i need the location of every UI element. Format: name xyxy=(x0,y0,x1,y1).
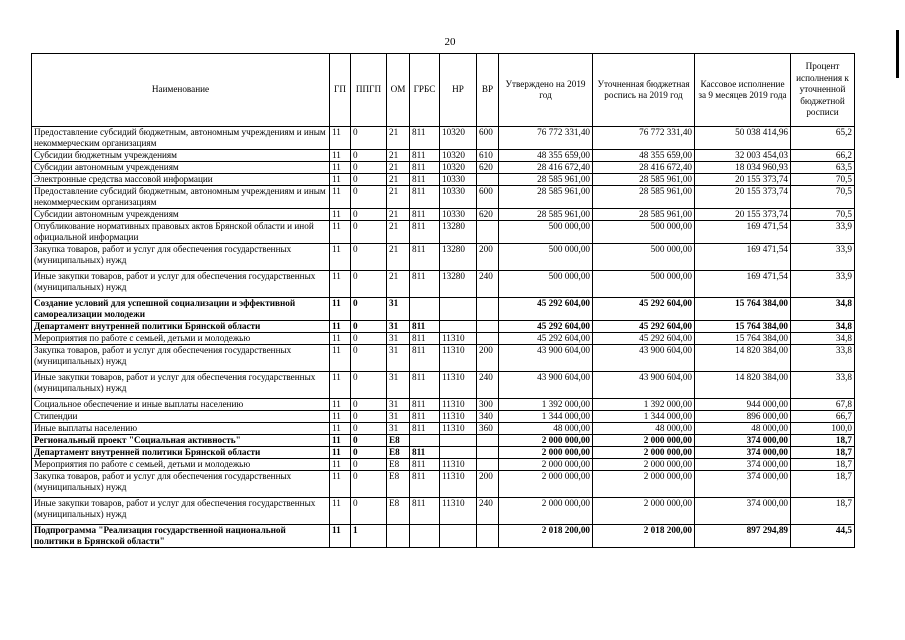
table-row xyxy=(32,471,855,498)
cell-revised: 500 000,00 xyxy=(593,221,695,244)
cell-nr: 11310 xyxy=(440,459,477,471)
cell-om: 21 xyxy=(387,150,410,162)
cell-ppgp: 0 xyxy=(351,411,387,423)
cell-percent: 34,8 xyxy=(791,298,855,321)
cell-gp: 11 xyxy=(330,498,351,525)
cell-gp: 11 xyxy=(330,209,351,221)
cell-name: Иные закупки товаров, работ и услуг для обеспечения государственных (муниципальных) нужд xyxy=(32,372,330,399)
cell-approved: 43 900 604,00 xyxy=(499,372,593,399)
cell-om: 21 xyxy=(387,186,410,209)
cell-ppgp: 0 xyxy=(351,162,387,174)
table-row xyxy=(32,525,855,548)
cell-grbs xyxy=(410,435,440,447)
cell-grbs: 811 xyxy=(410,423,440,435)
cell-approved: 43 900 604,00 xyxy=(499,345,593,372)
cell-name: Региональный проект "Социальная активность" xyxy=(32,435,330,447)
cell-percent: 33,8 xyxy=(791,345,855,372)
cell-ppgp: 0 xyxy=(351,435,387,447)
cell-cash: 18 034 960,93 xyxy=(695,162,791,174)
cell-percent: 18,7 xyxy=(791,435,855,447)
cell-om: 21 xyxy=(387,127,410,150)
cell-percent: 66,7 xyxy=(791,411,855,423)
cell-vr: 620 xyxy=(477,162,499,174)
cell-om: 31 xyxy=(387,333,410,345)
cell-gp: 11 xyxy=(330,127,351,150)
cell-om: E8 xyxy=(387,459,410,471)
cell-grbs: 811 xyxy=(410,174,440,186)
cell-cash: 20 155 373,74 xyxy=(695,186,791,209)
cell-grbs: 811 xyxy=(410,244,440,271)
cell-nr xyxy=(440,321,477,333)
cell-approved: 2 000 000,00 xyxy=(499,459,593,471)
cell-om: E8 xyxy=(387,498,410,525)
cell-om: 31 xyxy=(387,372,410,399)
cell-revised: 1 344 000,00 xyxy=(593,411,695,423)
table-row xyxy=(32,150,855,162)
cell-gp: 11 xyxy=(330,372,351,399)
cell-ppgp: 0 xyxy=(351,423,387,435)
cell-percent: 67,8 xyxy=(791,399,855,411)
cell-cash: 374 000,00 xyxy=(695,471,791,498)
cell-grbs: 811 xyxy=(410,150,440,162)
header-om: ОМ xyxy=(387,54,410,127)
cell-om: E8 xyxy=(387,447,410,459)
cell-gp: 11 xyxy=(330,411,351,423)
header-name: Наименование xyxy=(32,54,330,127)
cell-revised: 28 585 961,00 xyxy=(593,186,695,209)
cell-percent: 65,2 xyxy=(791,127,855,150)
cell-nr: 10320 xyxy=(440,127,477,150)
cell-gp: 11 xyxy=(330,162,351,174)
cell-revised: 28 585 961,00 xyxy=(593,209,695,221)
cell-revised: 2 000 000,00 xyxy=(593,459,695,471)
cell-revised: 48 000,00 xyxy=(593,423,695,435)
cell-grbs: 811 xyxy=(410,209,440,221)
cell-grbs xyxy=(410,525,440,548)
cell-vr: 200 xyxy=(477,345,499,372)
cell-name: Опубликование нормативных правовых актов Брянской области и иной официальной информации xyxy=(32,221,330,244)
cell-vr xyxy=(477,321,499,333)
cell-approved: 45 292 604,00 xyxy=(499,333,593,345)
cell-approved: 28 585 961,00 xyxy=(499,209,593,221)
cell-name: Иные закупки товаров, работ и услуг для обеспечения государственных (муниципальных) нужд xyxy=(32,271,330,298)
cell-percent: 33,9 xyxy=(791,221,855,244)
cell-approved: 48 000,00 xyxy=(499,423,593,435)
cell-ppgp: 0 xyxy=(351,244,387,271)
cell-percent: 70,5 xyxy=(791,174,855,186)
page-edge-mark xyxy=(896,30,899,78)
cell-cash: 15 764 384,00 xyxy=(695,333,791,345)
cell-approved: 28 585 961,00 xyxy=(499,186,593,209)
table-row xyxy=(32,333,855,345)
cell-vr: 620 xyxy=(477,209,499,221)
cell-percent: 18,7 xyxy=(791,471,855,498)
cell-percent: 100,0 xyxy=(791,423,855,435)
cell-gp: 11 xyxy=(330,221,351,244)
cell-nr: 11310 xyxy=(440,411,477,423)
cell-vr: 600 xyxy=(477,186,499,209)
cell-percent: 66,2 xyxy=(791,150,855,162)
cell-name: Мероприятия по работе с семьей, детьми и молодежью xyxy=(32,459,330,471)
cell-vr: 360 xyxy=(477,423,499,435)
cell-name: Субсидии автономным учреждениям xyxy=(32,162,330,174)
table-body xyxy=(32,127,855,548)
cell-ppgp: 0 xyxy=(351,150,387,162)
cell-cash: 374 000,00 xyxy=(695,498,791,525)
cell-vr: 240 xyxy=(477,271,499,298)
cell-om xyxy=(387,525,410,548)
cell-revised: 2 000 000,00 xyxy=(593,435,695,447)
cell-vr: 610 xyxy=(477,150,499,162)
cell-name: Иные закупки товаров, работ и услуг для обеспечения государственных (муниципальных) нужд xyxy=(32,498,330,525)
cell-nr xyxy=(440,435,477,447)
cell-revised: 500 000,00 xyxy=(593,244,695,271)
cell-om: E8 xyxy=(387,471,410,498)
cell-name: Департамент внутренней политики Брянской области xyxy=(32,321,330,333)
header-percent: Процент исполнения к уточненной бюджетной росписи xyxy=(791,54,855,127)
cell-revised: 500 000,00 xyxy=(593,271,695,298)
cell-approved: 500 000,00 xyxy=(499,221,593,244)
cell-nr: 10330 xyxy=(440,209,477,221)
cell-ppgp: 0 xyxy=(351,471,387,498)
table-row xyxy=(32,423,855,435)
cell-vr xyxy=(477,435,499,447)
cell-grbs: 811 xyxy=(410,127,440,150)
table-row xyxy=(32,162,855,174)
cell-revised: 43 900 604,00 xyxy=(593,345,695,372)
table-row xyxy=(32,372,855,399)
table-row xyxy=(32,186,855,209)
cell-percent: 33,9 xyxy=(791,271,855,298)
header-grbs: ГРБС xyxy=(410,54,440,127)
cell-percent: 44,5 xyxy=(791,525,855,548)
cell-ppgp: 0 xyxy=(351,345,387,372)
cell-cash: 50 038 414,96 xyxy=(695,127,791,150)
table-row xyxy=(32,174,855,186)
cell-name: Социальное обеспечение и иные выплаты населению xyxy=(32,399,330,411)
cell-name: Стипендии xyxy=(32,411,330,423)
cell-nr: 10320 xyxy=(440,150,477,162)
cell-ppgp: 0 xyxy=(351,186,387,209)
table-row xyxy=(32,209,855,221)
cell-grbs: 811 xyxy=(410,271,440,298)
table-row xyxy=(32,127,855,150)
cell-grbs: 811 xyxy=(410,447,440,459)
cell-cash: 15 764 384,00 xyxy=(695,321,791,333)
cell-om: 21 xyxy=(387,271,410,298)
cell-nr: 11310 xyxy=(440,423,477,435)
cell-gp: 11 xyxy=(330,471,351,498)
cell-vr xyxy=(477,459,499,471)
cell-cash: 48 000,00 xyxy=(695,423,791,435)
cell-nr: 11310 xyxy=(440,498,477,525)
cell-cash: 15 764 384,00 xyxy=(695,298,791,321)
cell-grbs: 811 xyxy=(410,411,440,423)
cell-approved: 45 292 604,00 xyxy=(499,321,593,333)
cell-percent: 70,5 xyxy=(791,186,855,209)
cell-grbs xyxy=(410,298,440,321)
cell-name: Закупка товаров, работ и услуг для обеспечения государственных (муниципальных) нужд xyxy=(32,471,330,498)
cell-grbs: 811 xyxy=(410,221,440,244)
cell-name: Субсидии автономным учреждениям xyxy=(32,209,330,221)
cell-cash: 169 471,54 xyxy=(695,244,791,271)
cell-cash: 20 155 373,74 xyxy=(695,174,791,186)
cell-ppgp: 0 xyxy=(351,271,387,298)
cell-grbs: 811 xyxy=(410,321,440,333)
cell-approved: 500 000,00 xyxy=(499,271,593,298)
cell-cash: 944 000,00 xyxy=(695,399,791,411)
cell-name: Закупка товаров, работ и услуг для обеспечения государственных (муниципальных) нужд xyxy=(32,345,330,372)
header-gp: ГП xyxy=(330,54,351,127)
cell-gp: 11 xyxy=(330,345,351,372)
cell-revised: 2 018 200,00 xyxy=(593,525,695,548)
table-row xyxy=(32,447,855,459)
header-ppgp: ППГП xyxy=(351,54,387,127)
cell-nr: 11310 xyxy=(440,471,477,498)
cell-ppgp: 0 xyxy=(351,399,387,411)
cell-vr: 200 xyxy=(477,244,499,271)
cell-approved: 2 000 000,00 xyxy=(499,498,593,525)
cell-nr: 11310 xyxy=(440,345,477,372)
cell-cash: 32 003 454,03 xyxy=(695,150,791,162)
table-row xyxy=(32,345,855,372)
cell-ppgp: 0 xyxy=(351,498,387,525)
table-row xyxy=(32,498,855,525)
cell-gp: 11 xyxy=(330,399,351,411)
cell-approved: 1 392 000,00 xyxy=(499,399,593,411)
cell-cash: 169 471,54 xyxy=(695,271,791,298)
cell-vr xyxy=(477,333,499,345)
table-row xyxy=(32,271,855,298)
cell-approved: 2 000 000,00 xyxy=(499,471,593,498)
cell-revised: 45 292 604,00 xyxy=(593,298,695,321)
cell-om: 21 xyxy=(387,174,410,186)
cell-approved: 45 292 604,00 xyxy=(499,298,593,321)
cell-approved: 76 772 331,40 xyxy=(499,127,593,150)
cell-vr: 240 xyxy=(477,372,499,399)
cell-nr: 13280 xyxy=(440,221,477,244)
cell-vr: 600 xyxy=(477,127,499,150)
cell-ppgp: 1 xyxy=(351,525,387,548)
cell-vr xyxy=(477,447,499,459)
cell-grbs: 811 xyxy=(410,459,440,471)
header-approved: Утверждено на 2019 год xyxy=(499,54,593,127)
cell-cash: 897 294,89 xyxy=(695,525,791,548)
cell-revised: 48 355 659,00 xyxy=(593,150,695,162)
cell-ppgp: 0 xyxy=(351,127,387,150)
cell-revised: 76 772 331,40 xyxy=(593,127,695,150)
cell-name: Мероприятия по работе с семьей, детьми и молодежью xyxy=(32,333,330,345)
header-nr: НР xyxy=(440,54,477,127)
cell-om: 31 xyxy=(387,321,410,333)
table-row xyxy=(32,221,855,244)
cell-percent: 18,7 xyxy=(791,447,855,459)
cell-revised: 1 392 000,00 xyxy=(593,399,695,411)
cell-revised: 2 000 000,00 xyxy=(593,447,695,459)
cell-ppgp: 0 xyxy=(351,221,387,244)
cell-cash: 14 820 384,00 xyxy=(695,372,791,399)
header-row xyxy=(32,54,855,127)
cell-name: Предоставление субсидий бюджетным, автономным учреждениям и иным некоммерческим организациям xyxy=(32,127,330,150)
cell-om: 21 xyxy=(387,162,410,174)
budget-execution-table xyxy=(31,53,855,548)
cell-gp: 11 xyxy=(330,186,351,209)
cell-nr: 11310 xyxy=(440,333,477,345)
cell-vr xyxy=(477,525,499,548)
cell-approved: 2 000 000,00 xyxy=(499,447,593,459)
cell-revised: 45 292 604,00 xyxy=(593,333,695,345)
cell-percent: 18,7 xyxy=(791,498,855,525)
cell-ppgp: 0 xyxy=(351,209,387,221)
cell-gp: 11 xyxy=(330,298,351,321)
cell-grbs: 811 xyxy=(410,345,440,372)
header-vr: ВР xyxy=(477,54,499,127)
cell-om: 31 xyxy=(387,345,410,372)
cell-grbs: 811 xyxy=(410,471,440,498)
cell-nr: 10330 xyxy=(440,186,477,209)
cell-vr xyxy=(477,298,499,321)
cell-vr: 340 xyxy=(477,411,499,423)
cell-nr: 10330 xyxy=(440,174,477,186)
cell-percent: 34,8 xyxy=(791,333,855,345)
cell-om: 31 xyxy=(387,411,410,423)
cell-gp: 11 xyxy=(330,271,351,298)
cell-name: Предоставление субсидий бюджетным, автономным учреждениям и иным некоммерческим организациям xyxy=(32,186,330,209)
cell-percent: 70,5 xyxy=(791,209,855,221)
cell-revised: 28 585 961,00 xyxy=(593,174,695,186)
cell-revised: 2 000 000,00 xyxy=(593,498,695,525)
cell-gp: 11 xyxy=(330,321,351,333)
cell-percent: 34,8 xyxy=(791,321,855,333)
cell-ppgp: 0 xyxy=(351,174,387,186)
cell-gp: 11 xyxy=(330,525,351,548)
table-row xyxy=(32,298,855,321)
cell-grbs: 811 xyxy=(410,498,440,525)
cell-approved: 500 000,00 xyxy=(499,244,593,271)
table-row xyxy=(32,399,855,411)
cell-gp: 11 xyxy=(330,459,351,471)
table-row xyxy=(32,321,855,333)
cell-cash: 169 471,54 xyxy=(695,221,791,244)
cell-ppgp: 0 xyxy=(351,333,387,345)
cell-approved: 48 355 659,00 xyxy=(499,150,593,162)
cell-name: Создание условий для успешной социализации и эффективной самореализации молодежи xyxy=(32,298,330,321)
cell-grbs: 811 xyxy=(410,399,440,411)
cell-percent: 18,7 xyxy=(791,459,855,471)
cell-vr xyxy=(477,221,499,244)
cell-grbs: 811 xyxy=(410,162,440,174)
cell-ppgp: 0 xyxy=(351,459,387,471)
cell-grbs: 811 xyxy=(410,372,440,399)
cell-name: Закупка товаров, работ и услуг для обеспечения государственных (муниципальных) нужд xyxy=(32,244,330,271)
table-row xyxy=(32,411,855,423)
cell-om: E8 xyxy=(387,435,410,447)
cell-approved: 2 018 200,00 xyxy=(499,525,593,548)
cell-revised: 45 292 604,00 xyxy=(593,321,695,333)
cell-nr: 13280 xyxy=(440,271,477,298)
cell-om: 21 xyxy=(387,209,410,221)
header-cash: Кассовое исполнение за 9 месяцев 2019 года xyxy=(695,54,791,127)
cell-approved: 1 344 000,00 xyxy=(499,411,593,423)
cell-name: Иные выплаты населению xyxy=(32,423,330,435)
cell-gp: 11 xyxy=(330,333,351,345)
cell-name: Субсидии бюджетным учреждениям xyxy=(32,150,330,162)
cell-name: Департамент внутренней политики Брянской области xyxy=(32,447,330,459)
cell-cash: 20 155 373,74 xyxy=(695,209,791,221)
cell-grbs: 811 xyxy=(410,186,440,209)
cell-ppgp: 0 xyxy=(351,321,387,333)
header-revised: Уточненная бюджетная роспись на 2019 год xyxy=(593,54,695,127)
cell-om: 21 xyxy=(387,244,410,271)
cell-percent: 33,9 xyxy=(791,244,855,271)
cell-nr: 11310 xyxy=(440,372,477,399)
cell-vr xyxy=(477,174,499,186)
cell-gp: 11 xyxy=(330,423,351,435)
cell-approved: 2 000 000,00 xyxy=(499,435,593,447)
cell-cash: 374 000,00 xyxy=(695,435,791,447)
cell-ppgp: 0 xyxy=(351,298,387,321)
cell-vr: 300 xyxy=(477,399,499,411)
cell-om: 31 xyxy=(387,399,410,411)
table-row xyxy=(32,244,855,271)
cell-approved: 28 585 961,00 xyxy=(499,174,593,186)
cell-cash: 896 000,00 xyxy=(695,411,791,423)
table-row xyxy=(32,435,855,447)
cell-om: 21 xyxy=(387,221,410,244)
cell-vr: 240 xyxy=(477,498,499,525)
cell-cash: 374 000,00 xyxy=(695,459,791,471)
cell-percent: 63,5 xyxy=(791,162,855,174)
cell-grbs: 811 xyxy=(410,333,440,345)
cell-revised: 28 416 672,40 xyxy=(593,162,695,174)
cell-revised: 43 900 604,00 xyxy=(593,372,695,399)
cell-nr xyxy=(440,447,477,459)
cell-nr: 10320 xyxy=(440,162,477,174)
cell-cash: 374 000,00 xyxy=(695,447,791,459)
cell-cash: 14 820 384,00 xyxy=(695,345,791,372)
cell-name: Электронные средства массовой информации xyxy=(32,174,330,186)
cell-nr: 11310 xyxy=(440,399,477,411)
cell-revised: 2 000 000,00 xyxy=(593,471,695,498)
cell-vr: 200 xyxy=(477,471,499,498)
cell-gp: 11 xyxy=(330,174,351,186)
table-row xyxy=(32,459,855,471)
cell-gp: 11 xyxy=(330,150,351,162)
page-number: 20 xyxy=(444,36,456,48)
cell-gp: 11 xyxy=(330,435,351,447)
cell-gp: 11 xyxy=(330,244,351,271)
cell-nr: 13280 xyxy=(440,244,477,271)
cell-nr xyxy=(440,298,477,321)
cell-gp: 11 xyxy=(330,447,351,459)
cell-approved: 28 416 672,40 xyxy=(499,162,593,174)
cell-om: 31 xyxy=(387,298,410,321)
cell-om: 31 xyxy=(387,423,410,435)
cell-nr xyxy=(440,525,477,548)
cell-ppgp: 0 xyxy=(351,447,387,459)
cell-percent: 33,8 xyxy=(791,372,855,399)
cell-ppgp: 0 xyxy=(351,372,387,399)
cell-name: Подпрограмма "Реализация государственной национальной политики в Брянской области" xyxy=(32,525,330,548)
